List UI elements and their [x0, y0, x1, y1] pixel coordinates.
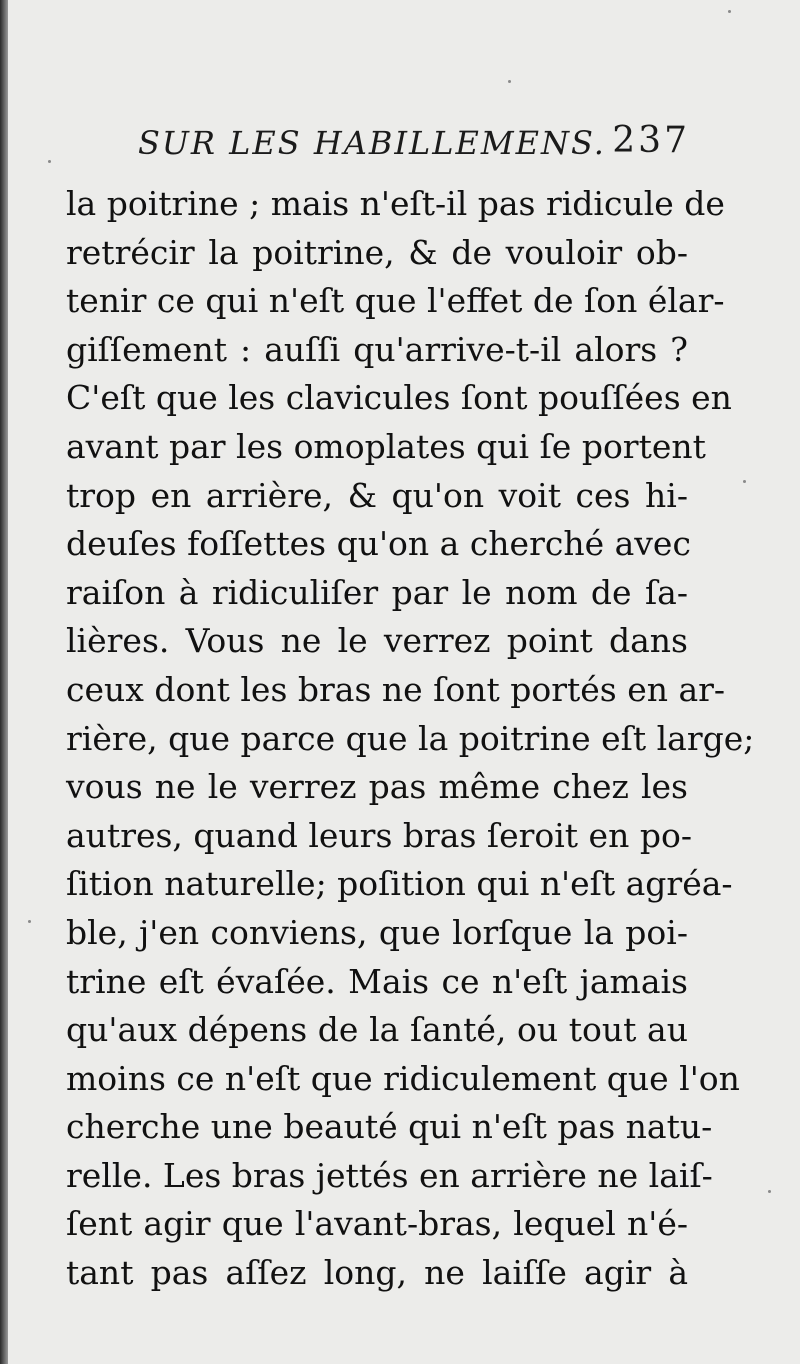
page-number: 237 [612, 120, 690, 161]
text-line: trop en arrière, & qu'on voit ces hi- [66, 475, 688, 515]
text-line: ceux dont les bras ne ſont portés en ar- [66, 669, 726, 709]
text-line: vous ne le verrez pas même chez les [66, 767, 688, 807]
body-text [66, 180, 755, 1298]
paper-speck [48, 160, 51, 163]
running-head-title: SUR LES HABILLEMENS. [138, 124, 606, 162]
paper-speck [768, 1190, 771, 1193]
paper-speck [743, 480, 746, 483]
text-line: rière, que parce que la poitrine eſt large; [66, 718, 755, 758]
text-line: deuſes foſſettes qu'on a cherché avec [66, 524, 691, 564]
text-line: ſent agir que l'avant-bras, lequel n'é- [66, 1204, 688, 1244]
page-gutter-shadow [0, 0, 8, 1364]
text-line: relle. Les bras jettés en arrière ne laiſ- [66, 1155, 713, 1195]
text-line: la poitrine ; mais n'eſt-il pas ridicule de [66, 184, 725, 223]
text-line: ble, j'en conviens, que lorſque la poi- [66, 912, 688, 952]
running-head [138, 120, 690, 164]
text-line: avant par les omoplates qui ſe portent [66, 426, 706, 466]
text-line: moins ce n'eſt que ridiculement que l'on [66, 1058, 740, 1098]
book-page [8, 0, 800, 1364]
paper-speck [28, 920, 31, 923]
text-line: cherche une beauté qui n'eſt pas natu- [66, 1107, 713, 1147]
text-line: qu'aux dépens de la ſanté, ou tout au [66, 1010, 688, 1050]
text-line: lières. Vous ne le verrez point dans [66, 621, 688, 661]
paper-speck [728, 10, 731, 13]
text-line: retrécir la poitrine, & de vouloir ob- [66, 232, 688, 272]
text-line: trine eſt évaſée. Mais ce n'eſt jamais [66, 961, 688, 1001]
text-line: tenir ce qui n'eſt que l'effet de ſon élar- [66, 281, 725, 321]
text-line: tant pas aſſez long, ne laiſſe agir à [66, 1253, 688, 1293]
text-line: giſſement : auſſi qu'arrive-t-il alors ? [66, 329, 688, 369]
text-line: raiſon à ridiculiſer par le nom de ſa- [66, 572, 688, 612]
paper-speck [508, 80, 511, 83]
text-line: autres, quand leurs bras ſeroit en po- [66, 815, 692, 855]
text-line: ſition naturelle; poſition qui n'eſt agréa- [66, 864, 733, 904]
text-line: C'eſt que les clavicules ſont pouſſées en [66, 378, 732, 418]
